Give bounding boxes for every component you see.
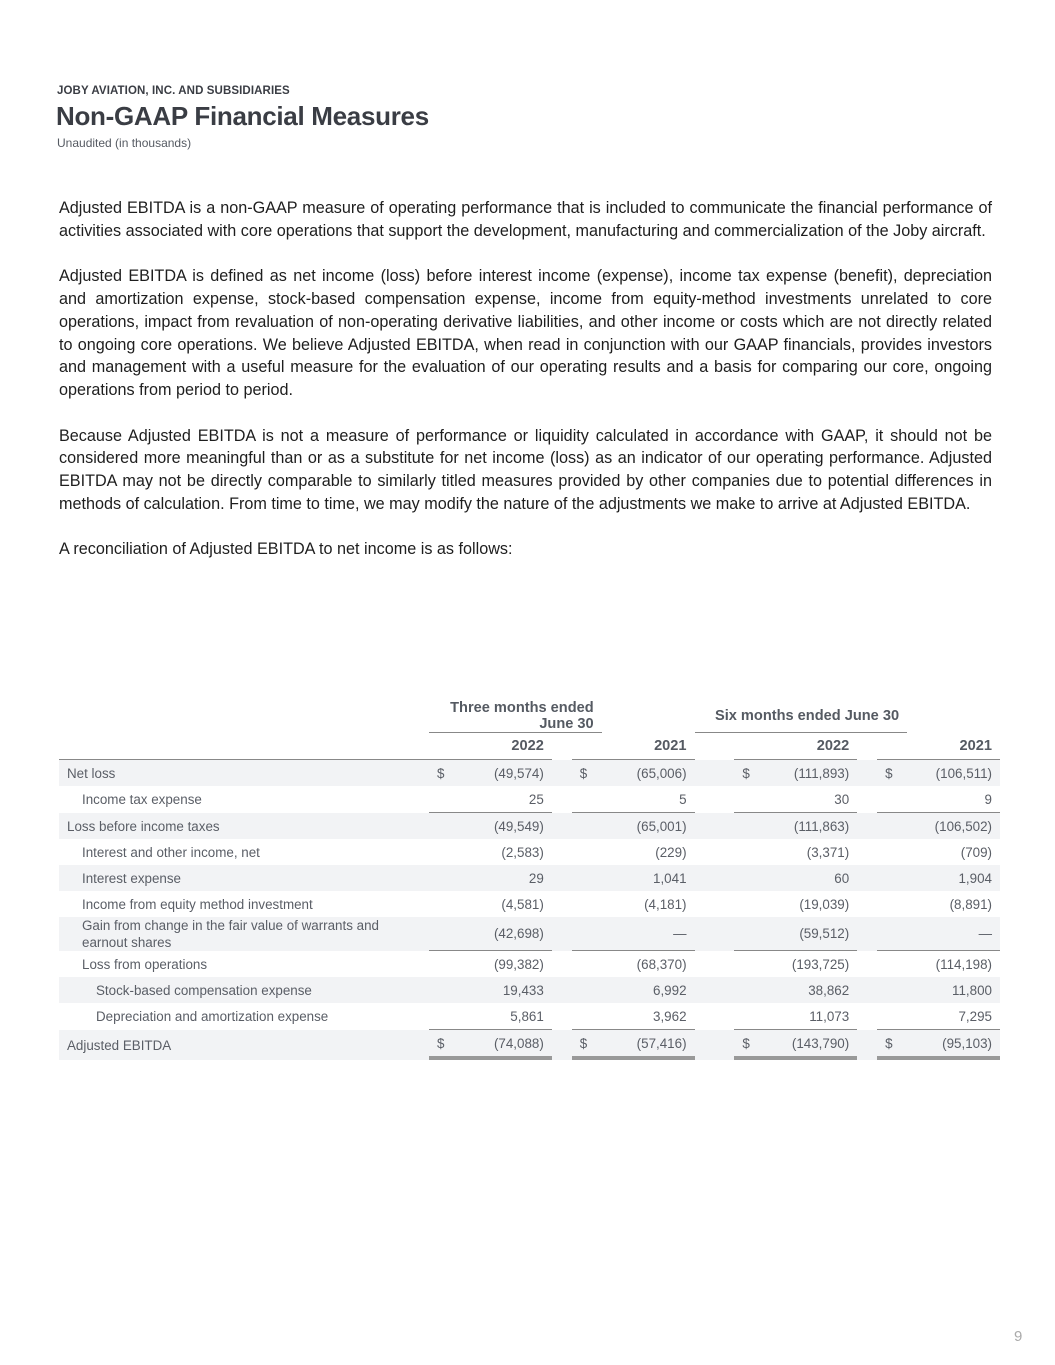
cell-value: 38,862 <box>764 977 857 1003</box>
group-header-six-months: Six months ended June 30 <box>695 700 908 733</box>
row-label: Net loss <box>59 760 429 786</box>
cell-value: 11,073 <box>764 1003 857 1030</box>
cell-value: (57,416) <box>602 1030 695 1060</box>
table-row-total <box>59 1030 1000 1060</box>
cell-value: 19,433 <box>459 977 552 1003</box>
cell-value: 5,861 <box>459 1003 552 1030</box>
cell-value: (68,370) <box>636 956 687 972</box>
currency-symbol: $ <box>877 760 907 786</box>
cell-value: (106,511) <box>907 760 1000 786</box>
cell-value: (65,001) <box>602 813 695 839</box>
table-row <box>59 786 1000 813</box>
cell-value: (99,382) <box>493 956 544 972</box>
cell-value: 30 <box>764 786 857 813</box>
currency-symbol: $ <box>734 1030 764 1060</box>
cell-value: 3,962 <box>602 1003 695 1030</box>
cell-value: (114,198) <box>935 956 992 972</box>
paragraph-definition: Adjusted EBITDA is defined as net income (loss) before interest income (expense), income tax expense (benefit), depreciation and amortization expense, stock-based compensation expense, income from equity-method investments unrelated to core operations, impact from revaluation of non-operating derivative liabilities, and other income or costs which are not directly related to ongoing core operations. We believe Adjusted EBITDA, when read in conjunction with our GAAP financials, provides investors and management with a useful measure for the evaluation of our operating results and a basis for comparing our core, ongoing operations from period to period. <box>59 267 992 399</box>
group-header-three-months: Three months ended June 30 <box>429 700 602 733</box>
table-row <box>59 760 1000 786</box>
year-header: 2021 <box>877 733 1000 760</box>
currency-symbol: $ <box>572 1030 602 1060</box>
cell-value: (709) <box>960 844 992 860</box>
table-row <box>59 865 1000 891</box>
row-label: Loss before income taxes <box>59 813 429 839</box>
table-row <box>59 1003 1000 1030</box>
paragraph-definition-intro: Adjusted EBITDA is a non-GAAP measure of operating performance that is included to communicate the financial performance of activities associated with core operations that support the development, manufacturing and commercialization of the Joby aircraft. <box>59 199 992 240</box>
table-row <box>59 839 1000 865</box>
table-row <box>59 891 1000 917</box>
row-label: Interest expense <box>59 865 429 891</box>
table-row <box>59 977 1000 1003</box>
cell-value: (111,863) <box>764 813 857 839</box>
page-title: Non-GAAP Financial Measures <box>56 101 429 131</box>
currency-symbol: $ <box>877 1030 907 1060</box>
page-subtitle: Unaudited (in thousands) <box>57 136 192 150</box>
cell-value: (111,893) <box>764 760 857 786</box>
year-header: 2021 <box>572 733 695 760</box>
paragraph-disclaimer: Because Adjusted EBITDA is not a measure of performance or liquidity calculated in accordance with GAAP, it should not be considered more meaningful than or as a substitute for net income (loss) as an indicator of our operating performance. Adjusted EBITDA may not be directly comparable to similarly titled measures provided by other companies due to potential differences in methods of calculation. From time to time, we may modify the nature of the adjustments we make to arrive at Adjusted EBITDA. <box>59 426 992 513</box>
row-label: Stock-based compensation expense <box>59 977 429 1003</box>
row-label: Income tax expense <box>82 792 202 807</box>
page-number: 9 <box>1014 1328 1023 1345</box>
cell-value: 7,295 <box>907 1003 1000 1030</box>
cell-value: (65,006) <box>602 760 695 786</box>
cell-value: 1,904 <box>907 865 1000 891</box>
row-label: Depreciation and amortization expense <box>96 1009 329 1024</box>
cell-value: (106,502) <box>907 813 1000 839</box>
row-label: Loss from operations <box>82 956 208 972</box>
cell-value: 29 <box>459 865 552 891</box>
cell-value: (42,698) <box>459 917 552 951</box>
cell-value: 25 <box>459 786 552 813</box>
cell-value: 60 <box>764 865 857 891</box>
cell-value: (19,039) <box>799 896 850 912</box>
cell-value: (74,088) <box>459 1030 552 1060</box>
cell-value: (49,549) <box>459 813 552 839</box>
cell-value: (143,790) <box>764 1030 857 1060</box>
cell-value: (193,725) <box>791 956 850 972</box>
currency-symbol: $ <box>429 1030 459 1060</box>
currency-symbol: $ <box>734 760 764 786</box>
currency-symbol: $ <box>429 760 459 786</box>
row-label: Gain from change in the fair value of warrants and earnout shares <box>59 917 429 951</box>
paragraph-reconciliation-intro: A reconciliation of Adjusted EBITDA to net income is as follows: <box>59 540 513 559</box>
table-row <box>59 813 1000 839</box>
row-label: Income from equity method investment <box>82 896 313 912</box>
cell-value: (2,583) <box>501 844 544 860</box>
body-text <box>59 197 992 584</box>
cell-value: (59,512) <box>764 917 857 951</box>
cell-value: (95,103) <box>907 1030 1000 1060</box>
row-label: Interest and other income, net <box>82 844 260 860</box>
cell-value: 6,992 <box>602 977 695 1003</box>
table-row <box>59 917 1000 951</box>
cell-value: 5 <box>602 786 695 813</box>
currency-symbol: $ <box>572 760 602 786</box>
cell-value: (4,181) <box>644 896 687 912</box>
table-row <box>59 951 1000 977</box>
cell-value: (49,574) <box>459 760 552 786</box>
cell-value: 9 <box>907 786 1000 813</box>
cell-value: — <box>907 917 1000 951</box>
row-label: Adjusted EBITDA <box>59 1030 429 1060</box>
cell-value: — <box>602 917 695 951</box>
table-header-groups <box>59 700 1000 733</box>
cell-value: (4,581) <box>501 896 544 912</box>
table-header-years <box>59 733 1000 760</box>
reconciliation-table <box>59 700 1000 1060</box>
cell-value: (229) <box>655 844 687 860</box>
cell-value: (3,371) <box>806 844 850 860</box>
company-name: JOBY AVIATION, INC. AND SUBSIDIARIES <box>57 85 290 97</box>
cell-value: 1,041 <box>602 865 695 891</box>
year-header: 2022 <box>734 733 857 760</box>
cell-value: (8,891) <box>949 896 992 912</box>
year-header: 2022 <box>429 733 552 760</box>
cell-value: 11,800 <box>907 977 1000 1003</box>
